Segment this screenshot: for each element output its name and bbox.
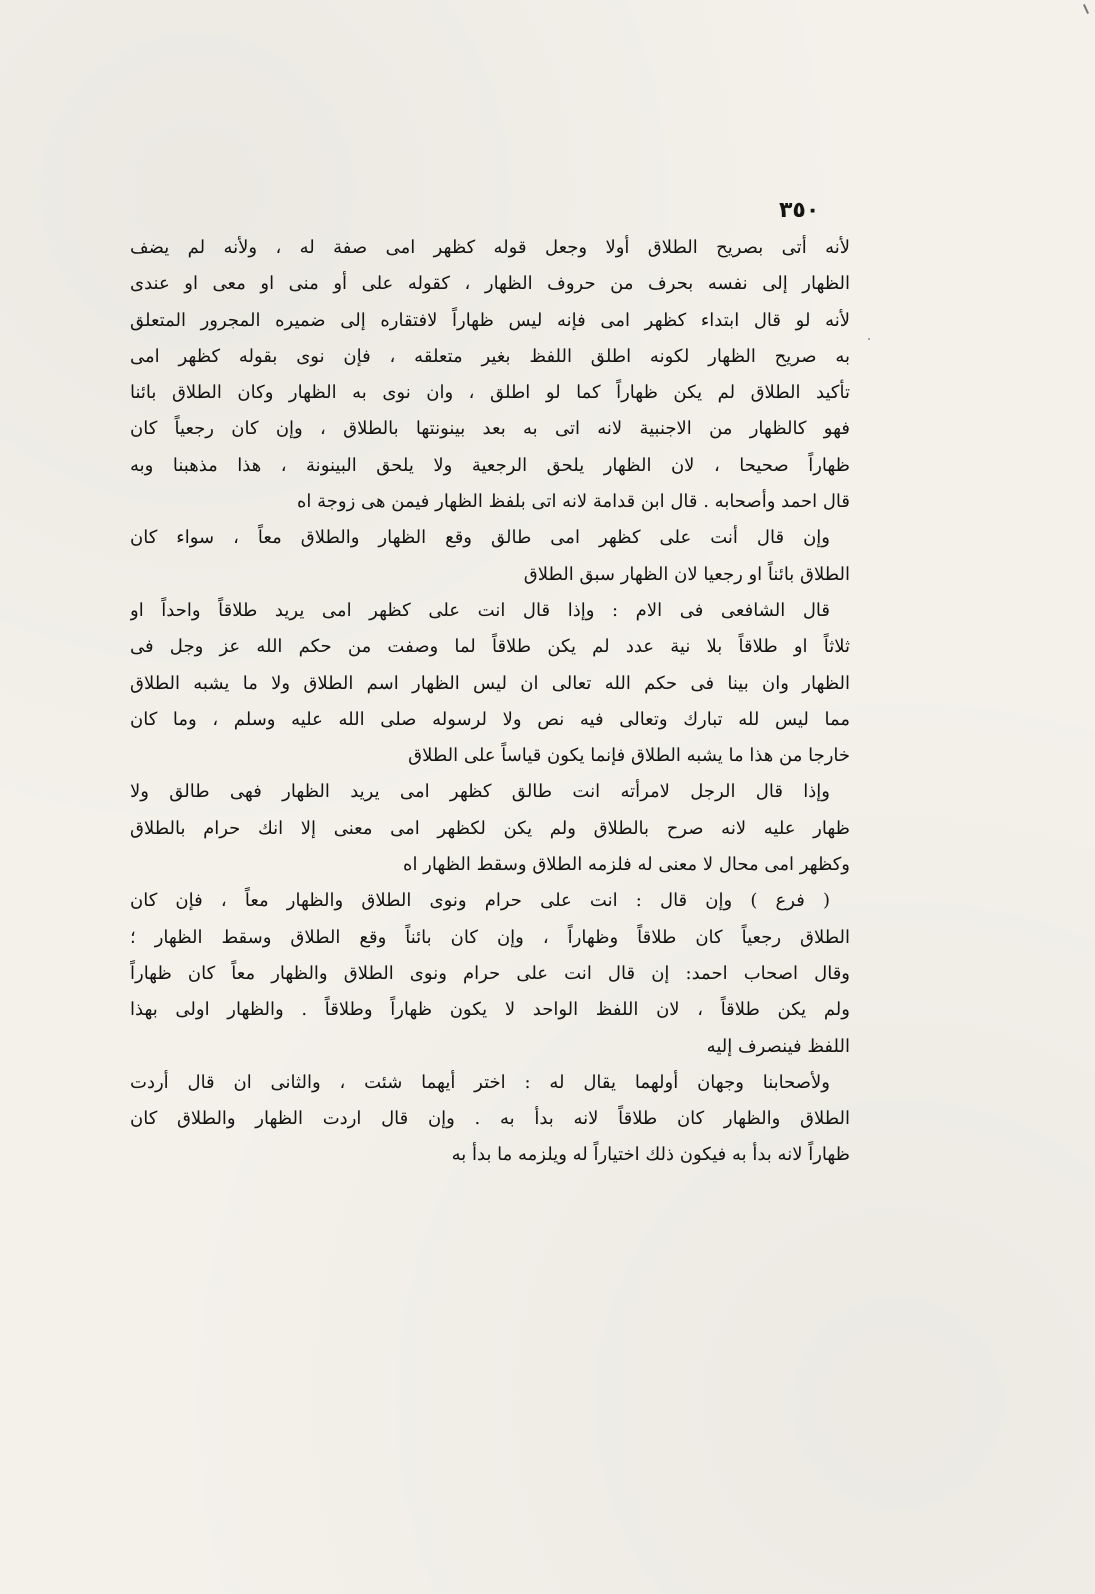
text-line-17: ظهار عليه لانه صرح بالطلاق ولم يكن لكظهر امى معنى إلا انك حرام بالطلاق [130,817,850,839]
text-line-5: تأكيد الطلاق لم يكن ظهاراً كما لو اطلق ، وان نوى به الظهار وكان الطلاق بائنا [130,382,850,404]
text-line-8: قال احمد وأصحابه . قال ابن قدامة لانه اتى بلفظ الظهار فيمن هى زوجة اه [297,491,850,513]
text-line-10: الطلاق بائناً او رجعيا لان الظهار سبق الطلاق [523,563,850,585]
text-line-3: لأنه لو قال ابتداء كظهر امى فإنه ليس ظهاراً لافتقاره إلى ضميره المجرور المتعلق [130,309,850,331]
text-line-12: ثلاثاً او طلاقاً بلا نية عدد لم يكن طلاقاً لما وصفت من حكم الله عز وجل فى [130,636,850,658]
text-line-22: ولم يكن طلاقاً ، لان اللفظ الواحد لا يكون ظهاراً وطلاقاً . والظهار اولى بهذا [130,999,850,1021]
text-line-20: الطلاق رجعياً كان طلاقاً وظهاراً ، وإن كان بائناً وقع الطلاق وسقط الظهار ؛ [130,926,850,948]
text-line-13: الظهار وان بينا فى حكم الله تعالى ان ليس الظهار اسم الطلاق ولا ما يشبه الطلاق [130,672,850,694]
body-text [130,230,850,1174]
scan-dot [868,338,870,340]
text-line-24: ولأصحابنا وجهان أولهما يقال له : اختر أيهما شئت ، والثانى ان قال أردت [130,1071,830,1093]
text-line-16: وإذا قال الرجل لامرأته انت طالق كظهر امى يريد الظهار فهى طالق ولا [130,781,830,803]
text-line-6: فهو كالظهار من الاجنبية لانه اتى به بعد بينونتها بالطلاق ، وإن كان رجعياً كان [130,418,850,440]
text-line-15: خارجا من هذا ما يشبه الطلاق فإنما يكون قياساً على الطلاق [408,745,850,767]
text-line-23: اللفظ فينصرف إليه [706,1035,850,1057]
scan-mark [1083,4,1089,14]
text-line-21: وقال اصحاب احمد: إن قال انت على حرام ونوى الطلاق والظهار معاً كان ظهاراً [130,962,850,984]
text-line-2: الظهار إلى نفسه بحرف من حروف الظهار ، كقوله على أو منى او معى او عندى [130,273,850,295]
text-line-9: وإن قال أنت على كظهر امى طالق وقع الظهار والطلاق معاً ، سواء كان [130,527,830,549]
page-number: ٣٥٠ [779,198,820,223]
text-line-4: به صريح الظهار لكونه اطلق اللفظ بغير متعلقه ، فإن نوى بقوله كظهر امى [130,345,850,367]
text-line-19: ( فرع ) وإن قال : انت على حرام ونوى الطلاق والظهار معاً ، فإن كان [130,890,830,912]
text-line-1: لأنه أتى بصريح الطلاق أولا وجعل قوله كظهر امى صفة له ، ولأنه لم يضف [130,237,850,258]
text-line-26: ظهاراً لانه بدأ به فيكون ذلك اختياراً له ويلزمه ما بدأ به [451,1144,850,1166]
text-line-11: قال الشافعى فى الام : وإذا قال انت على كظهر امى يريد طلاقاً واحداً او [130,599,830,621]
text-line-14: مما ليس لله تبارك وتعالى فيه نص ولا لرسوله صلى الله عليه وسلم ، وما كان [130,708,850,730]
text-line-25: الطلاق والظهار كان طلاقاً لانه بدأ به . وإن قال اردت الظهار والطلاق كان [130,1108,850,1130]
text-line-18: وكظهر امى محال لا معنى له فلزمه الطلاق وسقط الظهار اه [403,854,850,876]
text-line-7: ظهاراً صحيحا ، لان الظهار يلحق الرجعية ولا يلحق البينونة ، هذا مذهبنا وبه [130,454,850,476]
